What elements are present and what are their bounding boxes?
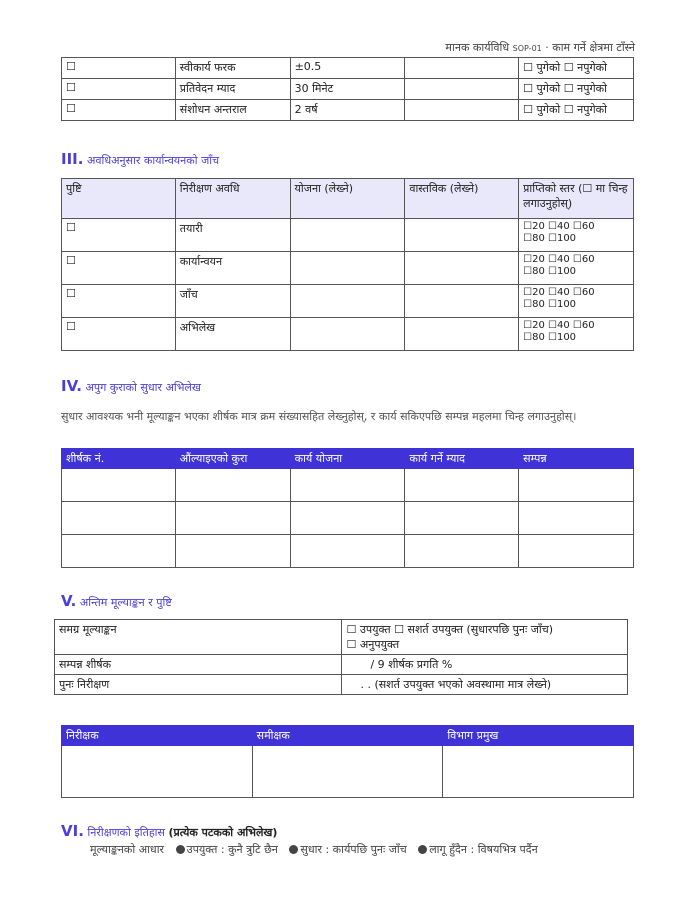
section-4-heading: IV. अपुग कुराको सुधार अभिलेख <box>61 377 201 395</box>
checkbox[interactable]: ☐ <box>62 58 176 79</box>
table-row <box>55 675 628 695</box>
level-options[interactable]: ☐20 ☐40 ☐60 ☐80 ☐100 <box>519 219 634 252</box>
table-row <box>62 285 634 318</box>
document-header <box>445 40 635 55</box>
table-cell[interactable] <box>290 502 405 535</box>
table-row <box>62 100 634 121</box>
table-cell[interactable] <box>175 535 290 568</box>
period-label: कार्यान्वयन <box>175 252 290 285</box>
col-header: समीक्षक <box>252 726 443 746</box>
table-cell: ±0.5 <box>290 58 405 79</box>
overall-options[interactable]: ☐ उपयुक्त ☐ सशर्त उपयुक्त (सुधारपछि पुनः जाँच) ☐ अनुपयुक्त <box>342 620 628 655</box>
col-header: औंल्याइएको कुरा <box>175 449 290 469</box>
col-header: शीर्षक नं. <box>62 449 176 469</box>
col-header: निरीक्षण अवधि <box>175 179 290 219</box>
table-row <box>62 252 634 285</box>
status-options[interactable]: ☐ पुगेको ☐ नपुगेको <box>519 100 634 121</box>
table-cell[interactable] <box>519 502 634 535</box>
table-cell[interactable] <box>175 469 290 502</box>
table-cell[interactable] <box>62 502 176 535</box>
checkbox[interactable]: ☐ <box>62 79 176 100</box>
checkbox[interactable]: ☐ <box>62 219 176 252</box>
table-row <box>62 318 634 351</box>
completed-value[interactable]: / 9 शीर्षक प्रगति % <box>342 655 628 675</box>
signature-table <box>61 725 634 798</box>
evaluation-basis: मूल्याङ्कनको आधार उपयुक्त : कुनै त्रुटि छैन सुधार : कार्यपछि पुनः जाँच लागू हुँदैन : विषयभित्र पर्दैन <box>90 843 538 856</box>
col-header: निरीक्षक <box>62 726 253 746</box>
status-options[interactable]: ☐ पुगेको ☐ नपुगेको <box>519 79 634 100</box>
signature-cell[interactable] <box>443 746 634 798</box>
signature-cell[interactable] <box>62 746 253 798</box>
period-label: अभिलेख <box>175 318 290 351</box>
plan-cell[interactable] <box>290 219 405 252</box>
period-check-table <box>61 178 634 351</box>
section-6-heading: VI. निरीक्षणको इतिहास (प्रत्येक पटकको अभिलेख) <box>61 822 278 840</box>
actual-cell[interactable] <box>405 318 519 351</box>
table-row <box>55 655 628 675</box>
header-code: SOP-01 <box>512 44 542 53</box>
table-cell: संशोधन अन्तराल <box>175 100 290 121</box>
actual-cell[interactable] <box>405 285 519 318</box>
completed-label: सम्पन्न शीर्षक <box>55 655 342 675</box>
table-row <box>62 219 634 252</box>
table-cell: स्वीकार्य फरक <box>175 58 290 79</box>
period-label: जाँच <box>175 285 290 318</box>
header-subtitle: · काम गर्ने क्षेत्रमा टाँस्ने <box>545 41 635 54</box>
table-row <box>62 502 634 535</box>
col-header: पुष्टि <box>62 179 176 219</box>
col-header: विभाग प्रमुख <box>443 726 634 746</box>
level-options[interactable]: ☐20 ☐40 ☐60 ☐80 ☐100 <box>519 318 634 351</box>
col-header: कार्य गर्ने म्याद <box>405 449 519 469</box>
bullet-icon <box>289 845 298 854</box>
section-3-heading: III. अवधिअनुसार कार्यान्वयनको जाँच <box>61 150 220 168</box>
reinspect-value[interactable]: . . (सशर्त उपयुक्त भएको अवस्थामा मात्र लेख्ने) <box>342 675 628 695</box>
final-evaluation-table <box>54 619 628 695</box>
table-cell[interactable] <box>405 535 519 568</box>
actual-cell[interactable] <box>405 252 519 285</box>
level-options[interactable]: ☐20 ☐40 ☐60 ☐80 ☐100 <box>519 252 634 285</box>
col-header: सम्पन्न <box>519 449 634 469</box>
overall-label: समग्र मूल्याङ्कन <box>55 620 342 655</box>
actual-cell[interactable] <box>405 219 519 252</box>
section-5-heading: V. अन्तिम मूल्याङ्कन र पुष्टि <box>61 592 172 610</box>
col-header: प्राप्तिको स्तर (☐ मा चिन्ह लगाउनुहोस्) <box>519 179 634 219</box>
table-cell[interactable] <box>405 58 519 79</box>
table-cell: 30 मिनेट <box>290 79 405 100</box>
table-row <box>55 620 628 655</box>
col-header: योजना (लेख्ने) <box>290 179 405 219</box>
plan-cell[interactable] <box>290 318 405 351</box>
table-row <box>62 535 634 568</box>
table-cell: प्रतिवेदन म्याद <box>175 79 290 100</box>
checkbox[interactable]: ☐ <box>62 318 176 351</box>
status-options[interactable]: ☐ पुगेको ☐ नपुगेको <box>519 58 634 79</box>
table-cell[interactable] <box>175 502 290 535</box>
table-cell[interactable] <box>405 469 519 502</box>
table-row <box>62 79 634 100</box>
plan-cell[interactable] <box>290 285 405 318</box>
table-cell[interactable] <box>519 469 634 502</box>
table-cell[interactable] <box>405 79 519 100</box>
table-row <box>62 58 634 79</box>
correction-record-table <box>61 448 634 568</box>
table-row <box>62 746 634 798</box>
table-cell[interactable] <box>405 100 519 121</box>
level-options[interactable]: ☐20 ☐40 ☐60 ☐80 ☐100 <box>519 285 634 318</box>
criteria-table <box>61 57 634 121</box>
signature-cell[interactable] <box>252 746 443 798</box>
plan-cell[interactable] <box>290 252 405 285</box>
header-title: मानक कार्यविधि <box>445 41 510 54</box>
bullet-icon <box>418 845 427 854</box>
table-cell[interactable] <box>290 535 405 568</box>
checkbox[interactable]: ☐ <box>62 285 176 318</box>
table-cell: 2 वर्ष <box>290 100 405 121</box>
table-cell[interactable] <box>62 535 176 568</box>
table-cell[interactable] <box>405 502 519 535</box>
table-cell[interactable] <box>290 469 405 502</box>
table-row <box>62 469 634 502</box>
bullet-icon <box>176 845 185 854</box>
col-header: कार्य योजना <box>290 449 405 469</box>
checkbox[interactable]: ☐ <box>62 252 176 285</box>
instruction-note: सुधार आवश्यक भनी मूल्याङ्कन भएका शीर्षक मात्र क्रम संख्यासहित लेख्नुहोस्, र कार्य सकिएपछि सम्पन्न महलमा चिन्ह लगाउनुहोस्। <box>61 410 577 423</box>
checkbox[interactable]: ☐ <box>62 100 176 121</box>
reinspect-label: पुनः निरीक्षण <box>55 675 342 695</box>
col-header: वास्तविक (लेख्ने) <box>405 179 519 219</box>
table-cell[interactable] <box>519 535 634 568</box>
period-label: तयारी <box>175 219 290 252</box>
table-cell[interactable] <box>62 469 176 502</box>
